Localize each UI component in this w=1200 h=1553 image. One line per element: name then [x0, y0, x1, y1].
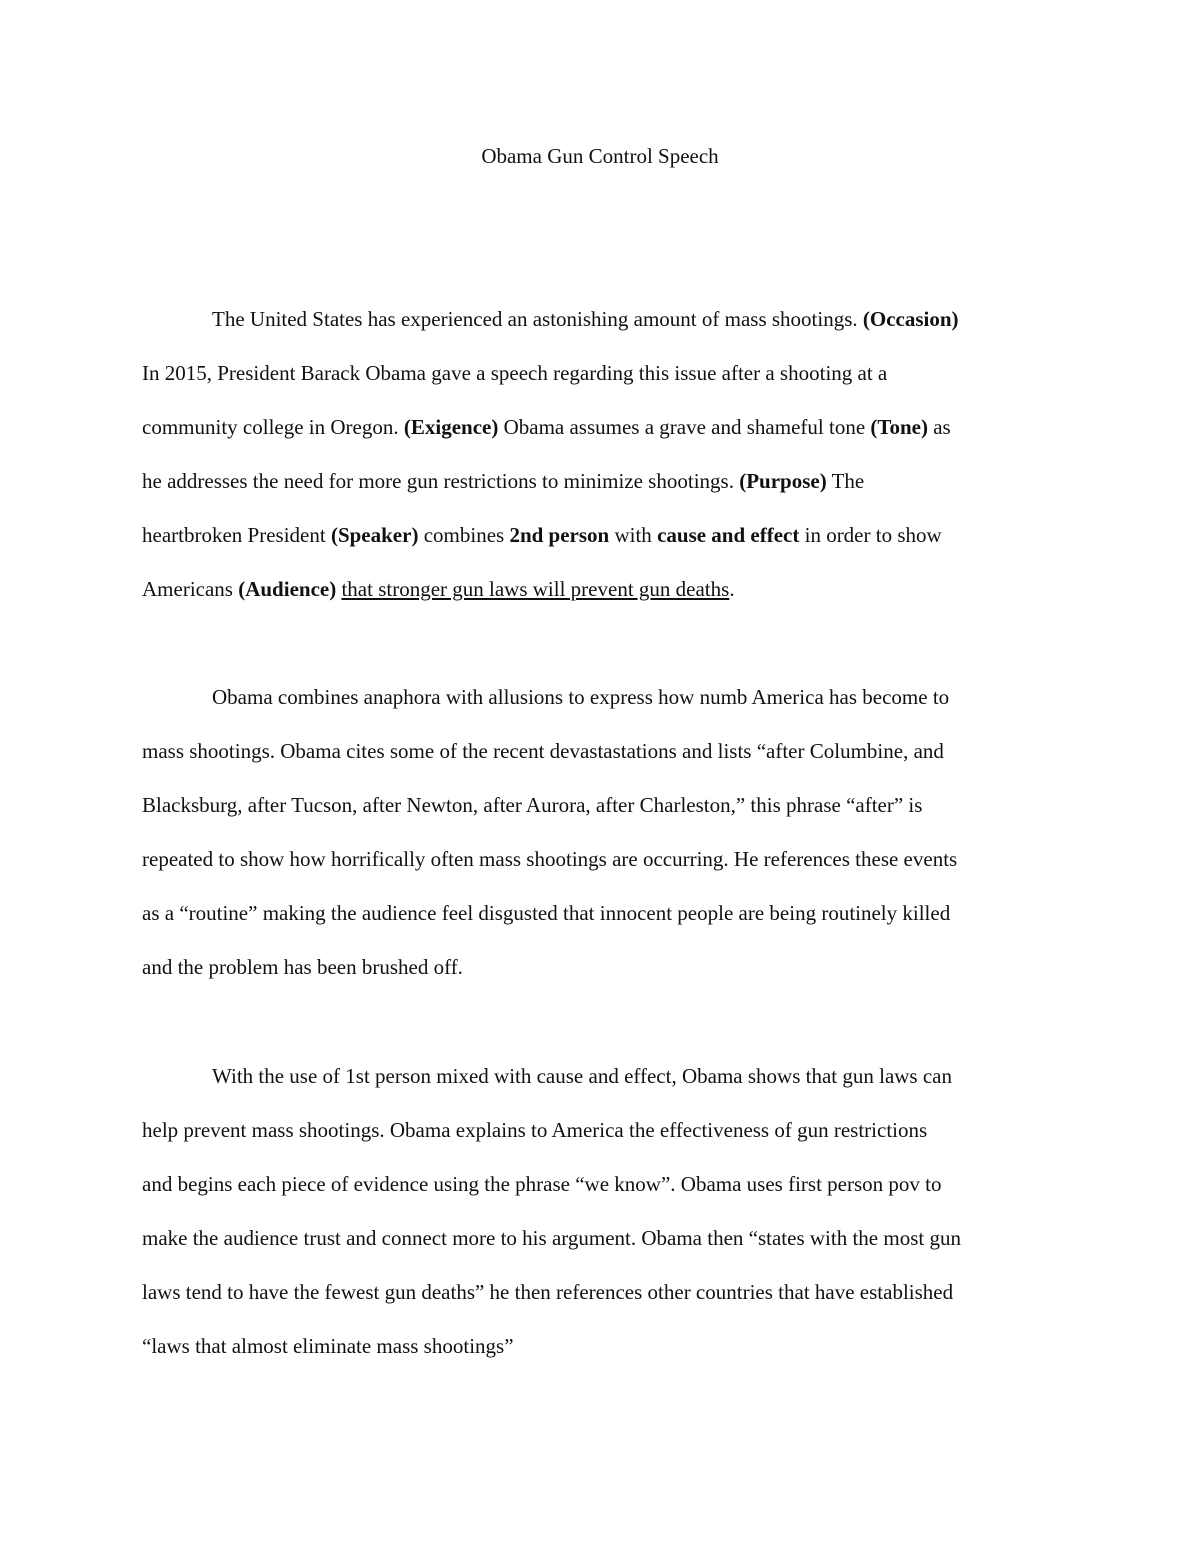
device-second-person: 2nd person [509, 523, 610, 547]
paragraph-line: With the use of 1st person mixed with cause and effect, Obama shows that gun laws can [212, 1064, 952, 1088]
paragraph-line: laws tend to have the fewest gun deaths” he then references other countries that have established [142, 1280, 954, 1304]
paragraph-line [142, 400, 1062, 454]
paragraph-line: and begins each piece of evidence using the phrase “we know”. Obama uses first person pov to [142, 1172, 942, 1196]
paragraph-line: make the audience trust and connect more to his argument. Obama then “states with the most gun [142, 1226, 961, 1250]
paragraph-line: In 2015, President Barack Obama gave a speech regarding this issue after a shooting at a [142, 361, 888, 385]
text-run: Obama assumes a grave and shameful tone [498, 415, 871, 439]
text-run: with [609, 523, 658, 547]
paragraph-line [142, 508, 1062, 562]
paragraph-line: and the problem has been brushed off. [142, 955, 463, 979]
paragraph-first-person [142, 1049, 1062, 1373]
text-run: community college in Oregon. [142, 415, 404, 439]
paragraph-line: repeated to show how horrifically often mass shootings are occurring. He references these events [142, 847, 958, 871]
paragraph-line: help prevent mass shootings. Obama explains to America the effectiveness of gun restrictions [142, 1118, 928, 1142]
rhetorical-label-speaker: (Speaker) [330, 523, 419, 547]
text-run: as [927, 415, 951, 439]
paragraph-line [142, 562, 1062, 616]
paragraph-line: mass shootings. Obama cites some of the recent devastastations and lists “after Columbine, and [142, 739, 944, 763]
document-title: Obama Gun Control Speech [481, 144, 719, 168]
text-run: in order to show [799, 523, 942, 547]
text-run: Americans [142, 577, 239, 601]
rhetorical-label-audience: (Audience) [238, 577, 337, 601]
text-run: The [826, 469, 865, 493]
rhetorical-label-tone: (Tone) [870, 415, 928, 439]
text-run: combines [418, 523, 510, 547]
text-run: . [729, 577, 735, 601]
rhetorical-label-occasion: (Occasion) [862, 307, 959, 331]
text-run: heartbroken President [142, 523, 331, 547]
paragraph-line: as a “routine” making the audience feel disgusted that innocent people are being routinely killed [142, 901, 951, 925]
paragraph-anaphora [142, 670, 1062, 994]
paragraph-line [142, 292, 1062, 346]
paragraph-line: “laws that almost eliminate mass shootings” [142, 1334, 514, 1358]
paragraph-line: Obama combines anaphora with allusions to express how numb America has become to [212, 685, 950, 709]
text-run: he addresses the need for more gun restrictions to minimize shootings. [142, 469, 740, 493]
text-run: The United States has experienced an astonishing amount of mass shootings. [212, 307, 863, 331]
paragraph-line [142, 454, 1062, 508]
paragraph-line: Blacksburg, after Tucson, after Newton, after Aurora, after Charleston,” this phrase “after” is [142, 793, 923, 817]
device-cause-and-effect: cause and effect [657, 523, 800, 547]
paragraph-introduction [142, 292, 1062, 616]
rhetorical-label-exigence: (Exigence) [403, 415, 499, 439]
rhetorical-label-purpose: (Purpose) [739, 469, 827, 493]
thesis-claim: that stronger gun laws will prevent gun deaths [341, 577, 730, 601]
